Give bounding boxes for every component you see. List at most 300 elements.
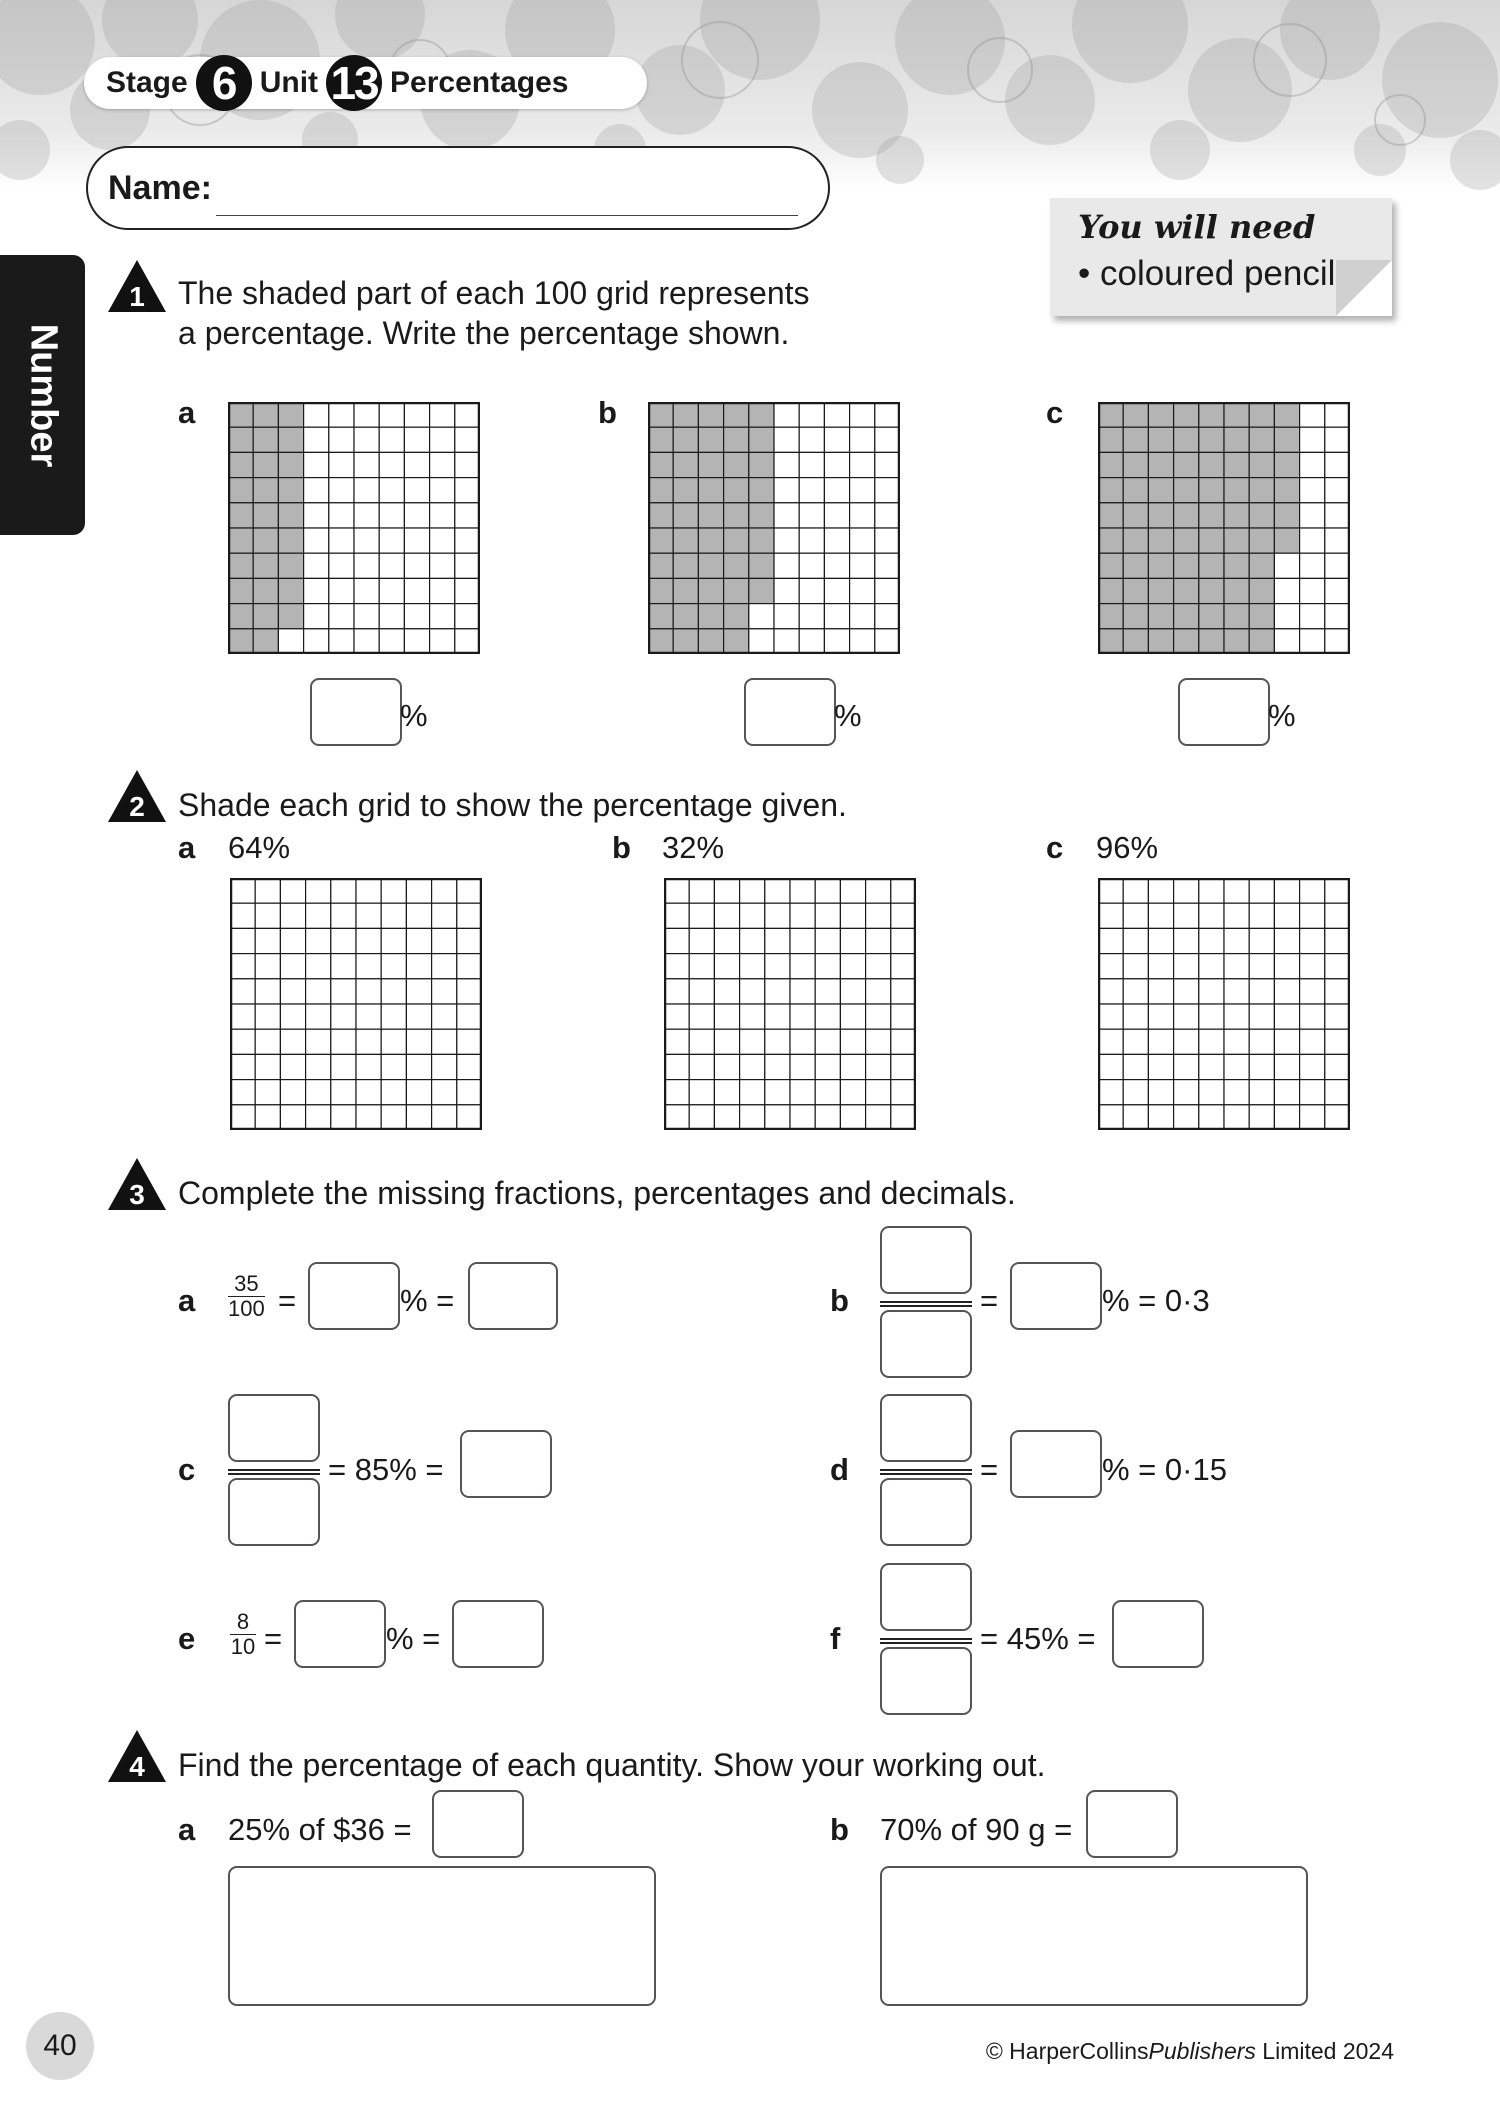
grid-cell[interactable] xyxy=(457,928,482,953)
grid-cell[interactable] xyxy=(1098,1054,1123,1079)
grid-cell[interactable] xyxy=(230,954,255,979)
grid-cell[interactable] xyxy=(1123,1080,1148,1105)
grid-cell[interactable] xyxy=(1174,928,1199,953)
grid-cell[interactable] xyxy=(714,903,739,928)
grid-cell[interactable] xyxy=(1123,979,1148,1004)
grid-cell[interactable] xyxy=(331,954,356,979)
grid-cell[interactable] xyxy=(866,878,891,903)
grid-cell[interactable] xyxy=(740,928,765,953)
grid-cell[interactable] xyxy=(255,1029,280,1054)
q3e-percent-box[interactable] xyxy=(294,1600,386,1668)
grid-cell[interactable] xyxy=(457,1004,482,1029)
grid-cell[interactable] xyxy=(1199,1105,1224,1130)
grid-cell[interactable] xyxy=(406,1029,431,1054)
grid-cell[interactable] xyxy=(815,1080,840,1105)
grid-cell[interactable] xyxy=(1224,1080,1249,1105)
grid-cell[interactable] xyxy=(1325,1054,1350,1079)
grid-cell[interactable] xyxy=(1325,1105,1350,1130)
q3b-numerator-box[interactable] xyxy=(880,1226,972,1294)
grid-cell[interactable] xyxy=(765,954,790,979)
grid-cell[interactable] xyxy=(840,1029,865,1054)
grid-cell[interactable] xyxy=(1249,928,1274,953)
grid-cell[interactable] xyxy=(306,878,331,903)
grid-cell[interactable] xyxy=(765,979,790,1004)
grid-cell[interactable] xyxy=(891,1004,916,1029)
grid-cell[interactable] xyxy=(356,979,381,1004)
grid-cell[interactable] xyxy=(1098,1029,1123,1054)
q2c-grid[interactable] xyxy=(1098,878,1350,1130)
grid-cell[interactable] xyxy=(765,1004,790,1029)
grid-cell[interactable] xyxy=(1300,878,1325,903)
grid-cell[interactable] xyxy=(457,878,482,903)
grid-cell[interactable] xyxy=(356,1029,381,1054)
grid-cell[interactable] xyxy=(1148,979,1173,1004)
grid-cell[interactable] xyxy=(1098,928,1123,953)
grid-cell[interactable] xyxy=(891,1054,916,1079)
grid-cell[interactable] xyxy=(1199,903,1224,928)
grid-cell[interactable] xyxy=(280,979,305,1004)
grid-cell[interactable] xyxy=(1199,1004,1224,1029)
grid-cell[interactable] xyxy=(765,1105,790,1130)
grid-cell[interactable] xyxy=(740,1105,765,1130)
grid-cell[interactable] xyxy=(406,928,431,953)
grid-cell[interactable] xyxy=(1148,1004,1173,1029)
grid-cell[interactable] xyxy=(406,1054,431,1079)
grid-cell[interactable] xyxy=(306,903,331,928)
grid-cell[interactable] xyxy=(1148,954,1173,979)
grid-cell[interactable] xyxy=(840,1105,865,1130)
grid-cell[interactable] xyxy=(1148,1054,1173,1079)
grid-cell[interactable] xyxy=(1148,928,1173,953)
grid-cell[interactable] xyxy=(815,903,840,928)
grid-cell[interactable] xyxy=(664,954,689,979)
grid-cell[interactable] xyxy=(1148,1105,1173,1130)
grid-cell[interactable] xyxy=(689,1054,714,1079)
grid-cell[interactable] xyxy=(457,1029,482,1054)
grid-cell[interactable] xyxy=(230,1054,255,1079)
grid-cell[interactable] xyxy=(1174,979,1199,1004)
grid-cell[interactable] xyxy=(740,1029,765,1054)
q3c-decimal-box[interactable] xyxy=(460,1430,552,1498)
grid-cell[interactable] xyxy=(866,1054,891,1079)
grid-cell[interactable] xyxy=(790,1105,815,1130)
grid-cell[interactable] xyxy=(1123,878,1148,903)
grid-cell[interactable] xyxy=(280,878,305,903)
grid-cell[interactable] xyxy=(255,1054,280,1079)
grid-cell[interactable] xyxy=(1199,979,1224,1004)
grid-cell[interactable] xyxy=(714,979,739,1004)
grid-cell[interactable] xyxy=(840,928,865,953)
grid-cell[interactable] xyxy=(840,1004,865,1029)
grid-cell[interactable] xyxy=(1274,1004,1299,1029)
grid-cell[interactable] xyxy=(1123,1029,1148,1054)
grid-cell[interactable] xyxy=(381,928,406,953)
grid-cell[interactable] xyxy=(1325,878,1350,903)
grid-cell[interactable] xyxy=(255,1004,280,1029)
grid-cell[interactable] xyxy=(689,979,714,1004)
grid-cell[interactable] xyxy=(1098,954,1123,979)
grid-cell[interactable] xyxy=(815,1029,840,1054)
grid-cell[interactable] xyxy=(406,903,431,928)
grid-cell[interactable] xyxy=(280,1105,305,1130)
grid-cell[interactable] xyxy=(306,954,331,979)
grid-cell[interactable] xyxy=(891,979,916,1004)
grid-cell[interactable] xyxy=(331,1004,356,1029)
grid-cell[interactable] xyxy=(356,1004,381,1029)
grid-cell[interactable] xyxy=(1300,1054,1325,1079)
grid-cell[interactable] xyxy=(457,954,482,979)
grid-cell[interactable] xyxy=(381,903,406,928)
grid-cell[interactable] xyxy=(1249,903,1274,928)
q4a-answer-box[interactable] xyxy=(432,1790,524,1858)
q1a-answer-box[interactable] xyxy=(310,678,402,746)
grid-cell[interactable] xyxy=(230,1029,255,1054)
q3b-percent-box[interactable] xyxy=(1010,1262,1102,1330)
grid-cell[interactable] xyxy=(664,1054,689,1079)
grid-cell[interactable] xyxy=(381,954,406,979)
grid-cell[interactable] xyxy=(1325,928,1350,953)
grid-cell[interactable] xyxy=(381,1105,406,1130)
grid-cell[interactable] xyxy=(714,954,739,979)
grid-cell[interactable] xyxy=(866,903,891,928)
grid-cell[interactable] xyxy=(891,1029,916,1054)
grid-cell[interactable] xyxy=(432,903,457,928)
grid-cell[interactable] xyxy=(689,878,714,903)
grid-cell[interactable] xyxy=(306,1004,331,1029)
grid-cell[interactable] xyxy=(1123,903,1148,928)
grid-cell[interactable] xyxy=(230,878,255,903)
grid-cell[interactable] xyxy=(255,903,280,928)
grid-cell[interactable] xyxy=(1224,954,1249,979)
grid-cell[interactable] xyxy=(790,954,815,979)
grid-cell[interactable] xyxy=(815,979,840,1004)
q1b-answer-box[interactable] xyxy=(744,678,836,746)
grid-cell[interactable] xyxy=(381,1029,406,1054)
grid-cell[interactable] xyxy=(714,1029,739,1054)
grid-cell[interactable] xyxy=(1300,1004,1325,1029)
grid-cell[interactable] xyxy=(689,1080,714,1105)
grid-cell[interactable] xyxy=(356,903,381,928)
grid-cell[interactable] xyxy=(790,928,815,953)
q3c-denominator-box[interactable] xyxy=(228,1478,320,1546)
grid-cell[interactable] xyxy=(1174,954,1199,979)
grid-cell[interactable] xyxy=(815,928,840,953)
q3a-decimal-box[interactable] xyxy=(468,1262,558,1330)
grid-cell[interactable] xyxy=(1274,1029,1299,1054)
q4a-working-box[interactable] xyxy=(228,1866,656,2006)
grid-cell[interactable] xyxy=(1199,1054,1224,1079)
grid-cell[interactable] xyxy=(406,979,431,1004)
grid-cell[interactable] xyxy=(1199,954,1224,979)
grid-cell[interactable] xyxy=(331,1054,356,1079)
q3d-denominator-box[interactable] xyxy=(880,1478,972,1546)
grid-cell[interactable] xyxy=(1274,979,1299,1004)
grid-cell[interactable] xyxy=(840,903,865,928)
grid-cell[interactable] xyxy=(866,1029,891,1054)
grid-cell[interactable] xyxy=(1199,1080,1224,1105)
grid-cell[interactable] xyxy=(664,1004,689,1029)
grid-cell[interactable] xyxy=(1123,1004,1148,1029)
grid-cell[interactable] xyxy=(1274,878,1299,903)
grid-cell[interactable] xyxy=(740,903,765,928)
grid-cell[interactable] xyxy=(306,1054,331,1079)
grid-cell[interactable] xyxy=(840,979,865,1004)
grid-cell[interactable] xyxy=(356,1105,381,1130)
grid-cell[interactable] xyxy=(331,979,356,1004)
grid-cell[interactable] xyxy=(664,1029,689,1054)
grid-cell[interactable] xyxy=(356,928,381,953)
grid-cell[interactable] xyxy=(1174,1004,1199,1029)
grid-cell[interactable] xyxy=(1199,928,1224,953)
grid-cell[interactable] xyxy=(1300,1105,1325,1130)
grid-cell[interactable] xyxy=(714,1054,739,1079)
grid-cell[interactable] xyxy=(230,1004,255,1029)
grid-cell[interactable] xyxy=(331,928,356,953)
grid-cell[interactable] xyxy=(1224,928,1249,953)
grid-cell[interactable] xyxy=(406,1105,431,1130)
grid-cell[interactable] xyxy=(230,928,255,953)
grid-cell[interactable] xyxy=(356,1054,381,1079)
grid-cell[interactable] xyxy=(1274,903,1299,928)
grid-cell[interactable] xyxy=(866,979,891,1004)
q2a-grid[interactable] xyxy=(230,878,482,1130)
grid-cell[interactable] xyxy=(815,1054,840,1079)
grid-cell[interactable] xyxy=(1098,878,1123,903)
grid-cell[interactable] xyxy=(280,1004,305,1029)
grid-cell[interactable] xyxy=(1123,928,1148,953)
grid-cell[interactable] xyxy=(1174,1080,1199,1105)
grid-cell[interactable] xyxy=(765,1080,790,1105)
grid-cell[interactable] xyxy=(689,1029,714,1054)
grid-cell[interactable] xyxy=(1123,954,1148,979)
grid-cell[interactable] xyxy=(432,979,457,1004)
grid-cell[interactable] xyxy=(1325,903,1350,928)
grid-cell[interactable] xyxy=(331,1105,356,1130)
grid-cell[interactable] xyxy=(1249,1080,1274,1105)
grid-cell[interactable] xyxy=(1249,1029,1274,1054)
grid-cell[interactable] xyxy=(1174,1105,1199,1130)
grid-cell[interactable] xyxy=(1274,1054,1299,1079)
q4b-answer-box[interactable] xyxy=(1086,1790,1178,1858)
grid-cell[interactable] xyxy=(790,1054,815,1079)
grid-cell[interactable] xyxy=(1199,1029,1224,1054)
q3f-decimal-box[interactable] xyxy=(1112,1600,1204,1668)
grid-cell[interactable] xyxy=(664,903,689,928)
q2b-grid[interactable] xyxy=(664,878,916,1130)
grid-cell[interactable] xyxy=(1274,1105,1299,1130)
grid-cell[interactable] xyxy=(1174,1054,1199,1079)
grid-cell[interactable] xyxy=(790,1004,815,1029)
grid-cell[interactable] xyxy=(1123,1054,1148,1079)
grid-cell[interactable] xyxy=(689,903,714,928)
grid-cell[interactable] xyxy=(1274,1080,1299,1105)
grid-cell[interactable] xyxy=(230,1080,255,1105)
q4b-working-box[interactable] xyxy=(880,1866,1308,2006)
grid-cell[interactable] xyxy=(1249,1105,1274,1130)
grid-cell[interactable] xyxy=(714,928,739,953)
grid-cell[interactable] xyxy=(840,1054,865,1079)
grid-cell[interactable] xyxy=(1249,1054,1274,1079)
grid-cell[interactable] xyxy=(1098,1105,1123,1130)
grid-cell[interactable] xyxy=(1300,1029,1325,1054)
grid-cell[interactable] xyxy=(306,1105,331,1130)
grid-cell[interactable] xyxy=(765,928,790,953)
grid-cell[interactable] xyxy=(1300,979,1325,1004)
grid-cell[interactable] xyxy=(866,954,891,979)
grid-cell[interactable] xyxy=(356,1080,381,1105)
grid-cell[interactable] xyxy=(740,878,765,903)
grid-cell[interactable] xyxy=(1148,878,1173,903)
grid-cell[interactable] xyxy=(765,1054,790,1079)
grid-cell[interactable] xyxy=(1148,1029,1173,1054)
grid-cell[interactable] xyxy=(740,954,765,979)
grid-cell[interactable] xyxy=(1224,1029,1249,1054)
grid-cell[interactable] xyxy=(1274,954,1299,979)
grid-cell[interactable] xyxy=(815,954,840,979)
grid-cell[interactable] xyxy=(255,1105,280,1130)
grid-cell[interactable] xyxy=(306,1029,331,1054)
grid-cell[interactable] xyxy=(891,954,916,979)
grid-cell[interactable] xyxy=(891,878,916,903)
grid-cell[interactable] xyxy=(664,878,689,903)
grid-cell[interactable] xyxy=(255,878,280,903)
grid-cell[interactable] xyxy=(714,878,739,903)
grid-cell[interactable] xyxy=(1249,954,1274,979)
grid-cell[interactable] xyxy=(866,1080,891,1105)
grid-cell[interactable] xyxy=(280,954,305,979)
grid-cell[interactable] xyxy=(815,1004,840,1029)
grid-cell[interactable] xyxy=(1325,1080,1350,1105)
grid-cell[interactable] xyxy=(1224,1004,1249,1029)
grid-cell[interactable] xyxy=(230,979,255,1004)
grid-cell[interactable] xyxy=(790,878,815,903)
grid-cell[interactable] xyxy=(432,928,457,953)
grid-cell[interactable] xyxy=(432,1054,457,1079)
grid-cell[interactable] xyxy=(840,954,865,979)
grid-cell[interactable] xyxy=(432,878,457,903)
grid-cell[interactable] xyxy=(689,928,714,953)
grid-cell[interactable] xyxy=(331,1029,356,1054)
q1c-answer-box[interactable] xyxy=(1178,678,1270,746)
q3c-numerator-box[interactable] xyxy=(228,1394,320,1462)
grid-cell[interactable] xyxy=(740,1080,765,1105)
grid-cell[interactable] xyxy=(1249,878,1274,903)
q3f-numerator-box[interactable] xyxy=(880,1563,972,1631)
grid-cell[interactable] xyxy=(1300,954,1325,979)
grid-cell[interactable] xyxy=(381,1080,406,1105)
grid-cell[interactable] xyxy=(306,979,331,1004)
grid-cell[interactable] xyxy=(381,979,406,1004)
grid-cell[interactable] xyxy=(1224,903,1249,928)
grid-cell[interactable] xyxy=(765,878,790,903)
grid-cell[interactable] xyxy=(664,1105,689,1130)
grid-cell[interactable] xyxy=(280,1054,305,1079)
grid-cell[interactable] xyxy=(1274,928,1299,953)
grid-cell[interactable] xyxy=(1325,1004,1350,1029)
grid-cell[interactable] xyxy=(280,903,305,928)
grid-cell[interactable] xyxy=(356,878,381,903)
grid-cell[interactable] xyxy=(457,903,482,928)
grid-cell[interactable] xyxy=(664,979,689,1004)
grid-cell[interactable] xyxy=(815,1105,840,1130)
grid-cell[interactable] xyxy=(790,1029,815,1054)
grid-cell[interactable] xyxy=(891,928,916,953)
grid-cell[interactable] xyxy=(457,979,482,1004)
grid-cell[interactable] xyxy=(1325,1029,1350,1054)
grid-cell[interactable] xyxy=(331,1080,356,1105)
grid-cell[interactable] xyxy=(1098,979,1123,1004)
grid-cell[interactable] xyxy=(866,1105,891,1130)
grid-cell[interactable] xyxy=(1199,878,1224,903)
grid-cell[interactable] xyxy=(432,1080,457,1105)
grid-cell[interactable] xyxy=(406,1080,431,1105)
grid-cell[interactable] xyxy=(664,928,689,953)
grid-cell[interactable] xyxy=(1098,1004,1123,1029)
grid-cell[interactable] xyxy=(1224,878,1249,903)
grid-cell[interactable] xyxy=(230,903,255,928)
grid-cell[interactable] xyxy=(381,1054,406,1079)
grid-cell[interactable] xyxy=(664,1080,689,1105)
grid-cell[interactable] xyxy=(1098,903,1123,928)
q3f-denominator-box[interactable] xyxy=(880,1647,972,1715)
grid-cell[interactable] xyxy=(790,979,815,1004)
grid-cell[interactable] xyxy=(1300,903,1325,928)
grid-cell[interactable] xyxy=(891,1080,916,1105)
grid-cell[interactable] xyxy=(740,1004,765,1029)
grid-cell[interactable] xyxy=(1224,1105,1249,1130)
grid-cell[interactable] xyxy=(1224,979,1249,1004)
grid-cell[interactable] xyxy=(457,1105,482,1130)
grid-cell[interactable] xyxy=(740,979,765,1004)
grid-cell[interactable] xyxy=(406,878,431,903)
q3d-percent-box[interactable] xyxy=(1010,1430,1102,1498)
q3d-numerator-box[interactable] xyxy=(880,1394,972,1462)
grid-cell[interactable] xyxy=(306,928,331,953)
name-field[interactable] xyxy=(86,146,830,230)
grid-cell[interactable] xyxy=(280,1029,305,1054)
grid-cell[interactable] xyxy=(255,1080,280,1105)
grid-cell[interactable] xyxy=(381,878,406,903)
q3b-denominator-box[interactable] xyxy=(880,1310,972,1378)
grid-cell[interactable] xyxy=(1325,979,1350,1004)
grid-cell[interactable] xyxy=(840,878,865,903)
grid-cell[interactable] xyxy=(840,1080,865,1105)
grid-cell[interactable] xyxy=(714,1080,739,1105)
grid-cell[interactable] xyxy=(406,954,431,979)
grid-cell[interactable] xyxy=(790,903,815,928)
grid-cell[interactable] xyxy=(1249,1004,1274,1029)
grid-cell[interactable] xyxy=(230,1105,255,1130)
grid-cell[interactable] xyxy=(1174,878,1199,903)
q3e-decimal-box[interactable] xyxy=(452,1600,544,1668)
grid-cell[interactable] xyxy=(331,878,356,903)
grid-cell[interactable] xyxy=(891,1105,916,1130)
grid-cell[interactable] xyxy=(280,1080,305,1105)
grid-cell[interactable] xyxy=(866,1004,891,1029)
grid-cell[interactable] xyxy=(1123,1105,1148,1130)
grid-cell[interactable] xyxy=(280,928,305,953)
grid-cell[interactable] xyxy=(457,1080,482,1105)
grid-cell[interactable] xyxy=(790,1080,815,1105)
grid-cell[interactable] xyxy=(815,878,840,903)
grid-cell[interactable] xyxy=(689,954,714,979)
grid-cell[interactable] xyxy=(714,1004,739,1029)
grid-cell[interactable] xyxy=(255,954,280,979)
grid-cell[interactable] xyxy=(457,1054,482,1079)
grid-cell[interactable] xyxy=(356,954,381,979)
grid-cell[interactable] xyxy=(740,1054,765,1079)
grid-cell[interactable] xyxy=(689,1105,714,1130)
